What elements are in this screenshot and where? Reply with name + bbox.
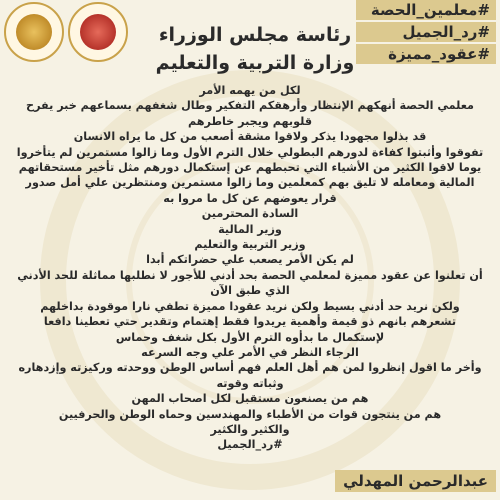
letter-line: لإستكمال ما بدأوه الترم الأول بكل شغف وحماس [115,330,385,344]
letter-line: وثباته وقوته [216,376,284,390]
author-signature: عبدالرحمن المهدلي [335,470,496,492]
letter-line: والكثير والكثير [210,422,290,436]
page-title [135,24,375,74]
title-line-1: رئاسة مجلس الوزراء [158,24,352,46]
hashtag: #رد_الجميل [356,22,496,42]
letter-line: قلوبهم ويجبر خاطرهم [187,114,313,128]
letter-line: هم من ينتجون قوات من الأطباء والمهندسين وحماه الوطن والحرفيين [58,407,442,421]
hashtag-list [356,0,496,66]
egypt-eagle-logo [4,2,64,62]
letter-line: وزير المالية [218,222,282,236]
letter-body [2,83,498,453]
hashtag: #معلمين_الحصة [356,0,496,20]
letter-line: الرجاء النظر في الأمر علي وجه السرعه [141,345,359,359]
title-line-2: وزارة التربية والتعليم [155,52,355,74]
letter-line: المالية ومعامله لا تليق بهم كمعلمين وما زالوا مستمرين ومنتظرين علي أمل صدور [25,176,475,190]
header-logos [4,2,128,62]
letter-line: السادة المحترمين [201,207,299,221]
letter-line: معلمي الحصة أنهكهم الإنتظار وأرهقكم التفكير وطال شغفهم بسماعهم خبر يفرح [26,99,474,113]
letter-line: قرار يعوضهم عن كل ما مروا به [163,191,337,205]
letter-line: هم من يصنعون مستقبل لكل اصحاب المهن [131,392,369,406]
letter-line: لكل من يهمه الأمر [199,84,301,97]
letter-line: أن تعلنوا عن عقود مميزة لمعلمي الحصة بحد أدني للأجور لا نطلبها مماثلة للحد الأدني [17,268,483,282]
letter-line: وأخر ما اقول إنظروا لمن هم أهل العلم فهم أساس الوطن ووحدته وركيزته وإزدهاره [18,361,482,375]
hashtag: #عقود_مميزة [356,44,496,64]
letter-line: تفوقوا وأثبتوا كفاءة لدورهم البطولي خلال الترم الأول وما زالوا مستمرين لم يتأخروا [16,145,484,159]
letter-line: لم يكن الأمر يصعب علي حضراتكم أبدا [146,253,354,267]
letter-line: #رد_الجميل [217,438,283,452]
letter-line: وزير التربية والتعليم [194,238,306,252]
ministry-of-education-logo [68,2,128,62]
letter-line: ولكن نريد حد أدني بسيط ولكن نريد عقودا مميزة تطفي نارا موقودة بداخلهم [40,299,460,313]
letter-line: تشعرهم بانهم ذو قيمة وأهمية يريدوا فقط إهتمام وتقدير حتي تعطينا دافعا [43,315,457,329]
letter-line: الذي طبق الآن [210,284,290,298]
letter-line: قد بذلوا مجهودا يذكر ولاقوا مشقة أصعب من كل ما يراه الانسان [73,130,427,144]
letter-line: يوما لاقوا الكثير من الأشياء التي تحبطهم عن إستكمال دورهم مثل تأخير مستحقاتهم [18,161,482,175]
